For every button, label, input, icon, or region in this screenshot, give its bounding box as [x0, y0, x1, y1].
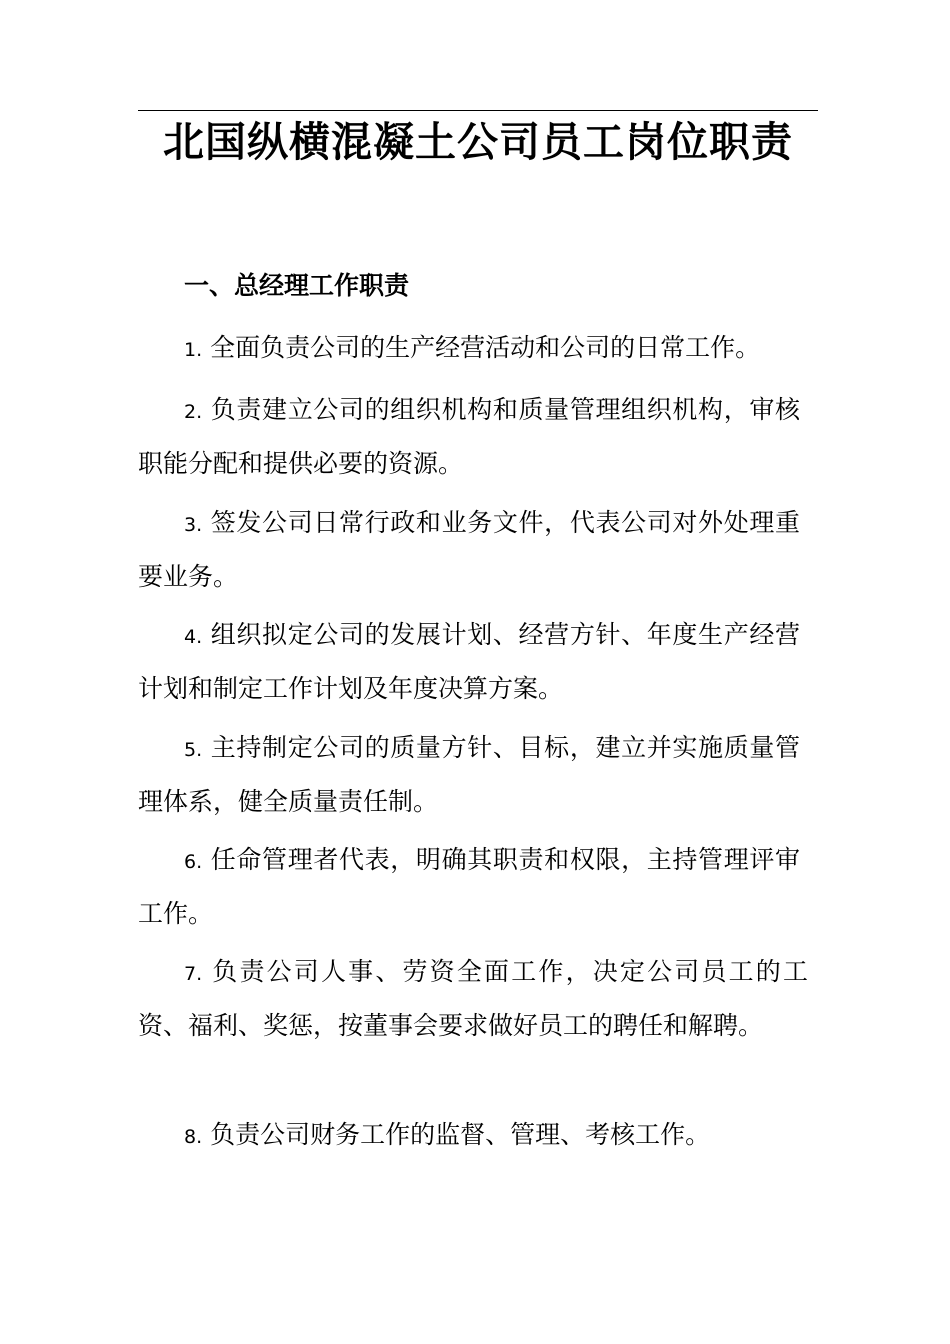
duty-item-number: 5. [184, 739, 203, 761]
duty-item-text: 全面负责公司的生产经营活动和公司的日常工作。 [210, 333, 761, 362]
header-rule [138, 110, 818, 111]
duty-item-number: 7. [184, 963, 203, 985]
duty-item-text: 负责公司人事、劳资全面工作，决定公司员工的工资、福利、奖惩，按董事会要求做好员工的聘任和解聘。 [138, 957, 808, 1040]
duty-item-8 [138, 1109, 800, 1163]
duty-item-text: 签发公司日常行政和业务文件，代表公司对外处理重要业务。 [138, 508, 800, 591]
duty-item-number: 2. [184, 401, 203, 423]
duty-item-7 [138, 946, 808, 1051]
duty-item-number: 8. [184, 1126, 203, 1148]
duty-item-text: 组织拟定公司的发展计划、经营方针、年度生产经营计划和制定工作计划及年度决算方案。 [138, 620, 800, 703]
duty-item-1 [138, 322, 828, 376]
duty-item-3 [138, 497, 800, 602]
duty-item-6 [138, 834, 800, 939]
duty-item-text: 负责建立公司的组织机构和质量管理组织机构，审核职能分配和提供必要的资源。 [138, 395, 800, 478]
duty-item-number: 4. [184, 626, 203, 648]
duty-item-4 [138, 609, 800, 714]
section-heading: 一、总经理工作职责 [184, 271, 410, 300]
duty-item-number: 6. [184, 851, 203, 873]
duty-item-text: 任命管理者代表，明确其职责和权限，主持管理评审工作。 [138, 845, 800, 928]
duty-item-number: 3. [184, 514, 203, 536]
duty-item-5 [138, 722, 800, 827]
document-title: 北国纵横混凝土公司员工岗位职责 [163, 118, 793, 166]
duty-item-text: 主持制定公司的质量方针、目标，建立并实施质量管理体系，健全质量责任制。 [138, 733, 800, 816]
duty-item-text: 负责公司财务工作的监督、管理、考核工作。 [210, 1120, 711, 1149]
duty-item-2 [138, 384, 800, 489]
duty-item-number: 1. [184, 339, 203, 361]
